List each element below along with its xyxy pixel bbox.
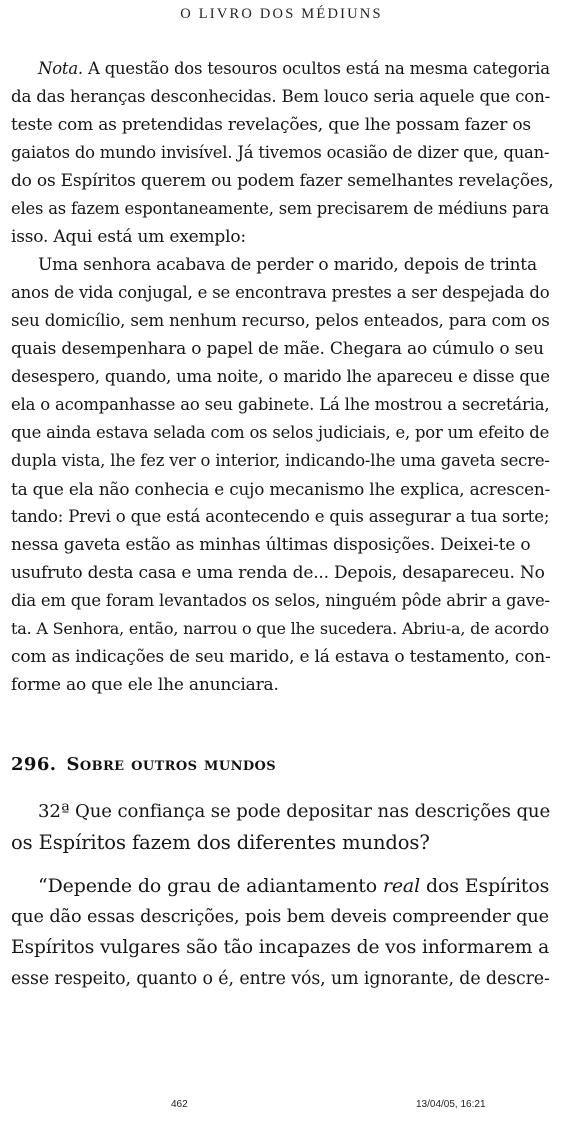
story-line: quais desempenhara o papel de mãe. Chegara ao cúmulo o seu [11,339,544,359]
note-line: isso. Aqui está um exemplo: [11,227,246,247]
print-timestamp: 13/04/05, 16:21 [416,1099,486,1110]
story-line: ta que ela não conhecia e cujo mecanismo lhe explica, acrescen- [11,479,551,499]
section-heading [11,754,276,775]
question-line: os Espíritos fazem dos diferentes mundos? [11,831,430,854]
note-line: gaiatos do mundo invisível. Já tivemos ocasião de dizer que, quan- [11,143,550,162]
story-line: nessa gaveta estão as minhas últimas disposições. Deixei-te o [11,535,531,555]
story-line: que ainda estava selada com os selos judiciais, e, por um efeito de [11,423,550,442]
answer-line: esse respeito, quanto o é, entre vós, um ignorante, de descre- [11,969,550,989]
note-line: eles as fazem espontaneamente, sem precisarem de médiuns para [11,199,550,218]
story-line: Uma senhora acabava de perder o marido, depois de trinta [38,255,537,275]
story-line: dia em que foram levantados os selos, ninguém pôde abrir a gave- [11,591,550,610]
question-line: 32ª Que confiança se pode depositar nas descrições que [38,801,551,822]
story-line: com as indicações de seu marido, e lá estava o testamento, con- [11,647,551,667]
story-line: usufruto desta casa e uma renda de... Depois, desapareceu. No [11,563,545,583]
note-line: da das heranças desconhecidas. Bem louco seria aquele que con- [11,87,551,106]
story-line: forme ao que ele lhe anunciara. [11,675,279,695]
answer-line: que dão essas descrições, pois bem deveis compreender que [11,907,549,927]
answer-line: Espíritos vulgares são tão incapazes de vos informarem a [11,937,550,958]
answer-text: dos Espíritos [420,875,550,897]
note-line-text: A questão dos tesouros ocultos está na mesma categoria [82,59,550,78]
answer-emphasis: real [382,875,421,897]
section-title: Sobre outros mundos [66,754,277,775]
answer-line [38,871,553,901]
note-line: teste com as pretendidas revelações, que lhe possam fazer os [11,115,531,135]
story-line: seu domicílio, sem nenhum recurso, pelos enteados, para com os [11,311,550,330]
answer-text: “Depende do grau de adiantamento [38,875,383,897]
story-line: tando: Previ o que está acontecendo e quis assegurar a tua sorte; [11,507,550,526]
running-header: O LIVRO DOS MÉDIUNS [180,6,383,22]
story-line: anos de vida conjugal, e se encontrava prestes a ser despejada do [11,283,550,302]
note-line: do os Espíritos querem ou podem fazer semelhantes revelações, [11,171,554,191]
story-line: ela o acompanhasse ao seu gabinete. Lá lhe mostrou a secretária, [11,395,550,414]
story-line: desespero, quando, uma noite, o marido lhe apareceu e disse que [11,367,550,386]
story-line: dupla vista, lhe fez ver o interior, indicando-lhe uma gaveta secre- [11,451,550,470]
note-line [38,56,553,82]
note-label: Nota. [38,59,83,78]
page-number: 462 [171,1099,188,1110]
story-line: ta. A Senhora, então, narrou o que lhe sucedera. Abriu-a, de acordo [11,619,549,638]
section-number: 296. [11,754,57,775]
